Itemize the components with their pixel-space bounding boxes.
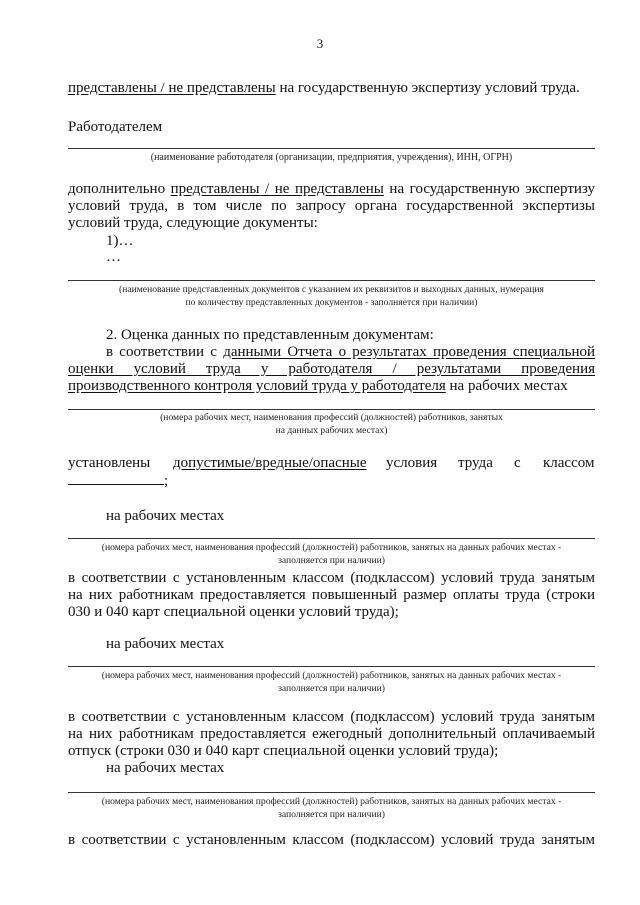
workplaces-caption-2	[68, 541, 595, 567]
pay-line-2: на них работникам предоставляется повышенный размер оплаты труда (строки	[68, 587, 595, 603]
section-2-tail: на рабочих местах	[445, 378, 568, 394]
submission-status-line	[68, 80, 580, 97]
section-2-line-1	[106, 344, 595, 361]
established-w3: труда	[458, 455, 493, 471]
established-w4: с	[514, 455, 521, 471]
class-semicolon: ;	[164, 473, 169, 489]
at-workplaces-2: на рабочих местах	[106, 636, 225, 652]
page-number: 3	[316, 36, 324, 51]
conditions-choice: допустимые/вредные/опасные	[173, 455, 367, 471]
documents-caption-line-1: (наименование представленных документов с указанием их реквизитов и выходных данных, нумерация	[119, 284, 544, 295]
workplaces-caption-4-line-1: (номера рабочих мест, наименования профессий (должностей) работников, занятых на данных рабочих местах -	[101, 796, 562, 807]
workplaces-caption-3	[68, 669, 595, 695]
documents-caption	[68, 283, 595, 309]
established-w5: классом	[543, 455, 595, 471]
employer-label: Работодателем	[68, 119, 163, 135]
workplaces-caption-2-line-1: (номера рабочих мест, наименования профессий (должностей) работников, занятых на данных рабочих местах -	[101, 542, 562, 553]
submission-status-choice: представлены / не представлены	[68, 80, 276, 96]
workplaces-caption-3-line-2: заполняется при наличии)	[278, 683, 385, 694]
last-line: в соответствии с установленным классом (подклассом) условий труда занятым	[68, 832, 595, 848]
documents-fill-line	[68, 280, 595, 281]
leave-line-1: в соответствии с установленным классом (подклассом) условий труда занятым	[68, 709, 595, 725]
class-blank	[68, 472, 164, 485]
workplaces-caption-1-line-2: на данных рабочих местах)	[275, 425, 388, 436]
leave-line-3: отпуск (строки 030 и 040 карт специальной оценки условий труда);	[68, 743, 499, 759]
report-reference: данными Отчета о результатах проведения специальной	[223, 344, 596, 360]
report-reference-cont: оценки условий труда у работодателя / результатами проведения	[68, 361, 595, 377]
workplaces-caption-1	[68, 411, 595, 437]
additional-docs-line-3: условий труда, следующие документы:	[68, 215, 318, 231]
workplaces-fill-line-3	[68, 666, 595, 667]
workplaces-caption-3-line-1: (номера рабочих мест, наименования профессий (должностей) работников, занятых на данных рабочих местах -	[101, 670, 562, 681]
pay-line-3: 030 и 040 карт специальной оценки условий труда);	[68, 604, 399, 620]
additional-docs-line-1	[68, 181, 595, 198]
at-workplaces-3: на рабочих местах	[106, 760, 225, 776]
established-word: установлены	[68, 455, 151, 471]
leave-line-2: на них работникам предоставляется ежегодный дополнительный оплачиваемый	[68, 726, 595, 742]
additional-docs-line-2: условий труда, в том числе по запросу органа государственной экспертизы	[68, 198, 595, 214]
employer-fill-line	[68, 148, 595, 149]
workplaces-caption-4-line-2: заполняется при наличии)	[278, 809, 385, 820]
employer-caption: (наименование работодателя (организации, предприятия, учреждения), ИНН, ОГРН)	[150, 152, 513, 163]
workplaces-fill-line-1	[68, 409, 595, 410]
production-control-reference: производственного контроля условий труда у работодателя	[68, 378, 446, 394]
pay-line-1: в соответствии с установленным классом (подклассом) условий труда занятым	[68, 570, 595, 586]
document-item-ellipsis: …	[106, 249, 121, 265]
workplaces-caption-2-line-2: заполняется при наличии)	[278, 555, 385, 566]
section-2-heading: 2. Оценка данных по представленным документам:	[106, 327, 434, 343]
workplaces-caption-1-line-1: (номера рабочих мест, наименования профессий (должностей) работников, занятых	[160, 412, 503, 423]
additional-tail: на государственную экспертизу	[383, 181, 596, 197]
document-item-1: 1)…	[106, 233, 134, 249]
section-2-line-2	[68, 361, 595, 378]
additional-lead: дополнительно	[68, 181, 166, 197]
class-fill-line	[68, 472, 168, 490]
workplaces-caption-4	[68, 795, 595, 821]
at-workplaces-1: на рабочих местах	[106, 508, 225, 524]
section-2-prefix: в соответствии с	[106, 344, 224, 360]
section-2-line-3	[68, 378, 568, 395]
submission-status-rest: на государственную экспертизу условий труда.	[275, 80, 580, 96]
documents-caption-line-2: по количеству представленных документов - заполняется при наличии)	[185, 297, 478, 308]
workplaces-fill-line-2	[68, 538, 595, 539]
additional-status-choice: представлены / не представлены	[170, 181, 384, 197]
established-w2: условия	[386, 455, 438, 471]
workplaces-fill-line-4	[68, 792, 595, 793]
